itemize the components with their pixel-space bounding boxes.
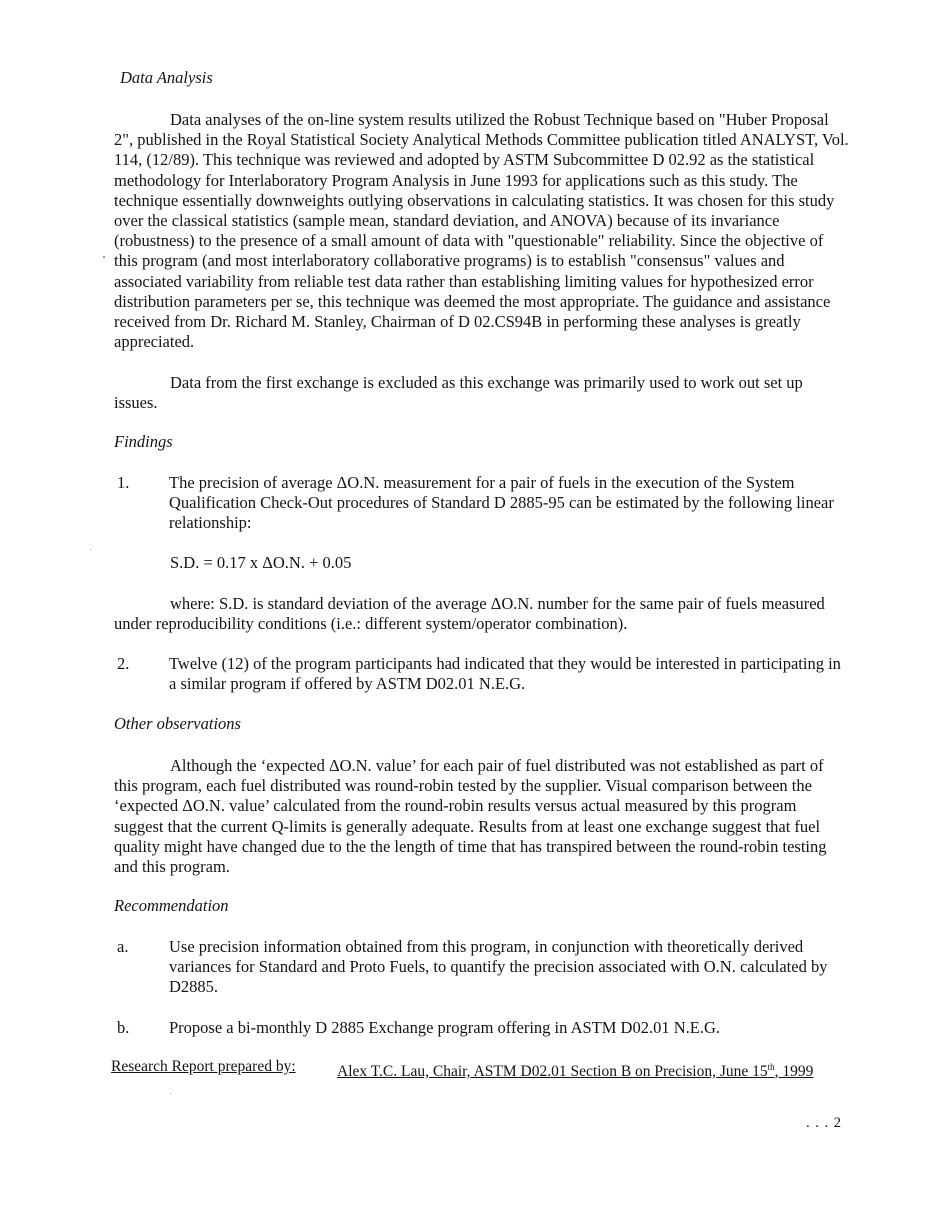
data-analysis-heading: Data Analysis — [120, 68, 213, 87]
recommendation-text: Propose a bi-monthly D 2885 Exchange program offering in ASTM D02.01 N.E.G. — [169, 1018, 720, 1037]
recommendation-label: a. — [117, 937, 129, 956]
finding-number: 1. — [117, 473, 130, 492]
recommendation-label: b. — [117, 1018, 130, 1037]
excluded-exchange-text: Data from the first exchange is excluded as this exchange was primarily used to work out set up issues. — [114, 373, 803, 413]
data-analysis-text: Data analyses of the on-line system results utilized the Robust Technique based on "Huber Proposal 2", published in the Royal Statistical Society Analytical Methods Committee publication titled ANALYST, Vol. 114, (12/89). This technique was reviewed and adopted by ASTM Subcommittee D 02.92 as the statistical methodology for Interlaboratory Program Analysis in June 1993 for applications such as this study. The technique essentially downweights outlying observations in calculating statistics. It was chosen for this study over the classical statistics (sample mean, standard deviation, and ANOVA) because of its invariance (robustness) to the presence of a small amount of data with "questionable" reliability. Since the objective of this program (and most interlaboratory collaborative programs) is to establish "consensus" values and associated variability from reliable test data rather than establishing limiting values for hypothesized error distribution parameters per se, this technique was deemed the most appropriate. The guidance and assistance received from Dr. Richard M. Stanley, Chairman of D 02.CS94B in performing these analyses is greatly appreciated. — [114, 110, 849, 352]
data-analysis-paragraph — [114, 110, 849, 352]
scan-speck — [90, 549, 91, 550]
author-text: Alex T.C. Lau, Chair, ASTM D02.01 Section B on Precision, June 15 — [337, 1063, 768, 1081]
finding-text: The precision of average ΔO.N. measurement for a pair of fuels in the execution of the System Qualification Check-Out procedures of Standard D 2885-95 can be estimated by the following linear relationship: — [169, 473, 834, 533]
recommendation-text: Use precision information obtained from this program, in conjunction with theoretically derived variances for Standard and Proto Fuels, to quantify the precision associated with O.N. calculated by D2885. — [169, 937, 828, 997]
page-continuation-marker: . . . 2 — [806, 1115, 842, 1131]
precision-formula: S.D. = 0.17 x ΔO.N. + 0.05 — [170, 553, 352, 572]
prepared-by-label: Research Report prepared by: — [111, 1058, 296, 1075]
scan-speck — [170, 1093, 171, 1094]
other-observations-paragraph — [114, 756, 849, 877]
where-text: where: S.D. is standard deviation of the average ΔO.N. number for the same pair of fuels measured under reproducibility conditions (i.e.: different system/operator combination). — [114, 594, 825, 634]
where-paragraph — [114, 594, 849, 634]
excluded-exchange-paragraph — [114, 373, 849, 413]
finding-text: Twelve (12) of the program participants had indicated that they would be interested in participating in a similar program if offered by ASTM D02.01 N.E.G. — [169, 654, 841, 694]
author-year: , 1999 — [774, 1063, 814, 1081]
recommendation-heading: Recommendation — [114, 896, 229, 915]
date-suffix: th — [767, 1062, 775, 1072]
author-line — [337, 1058, 813, 1081]
other-observations-text: Although the ‘expected ΔO.N. value’ for each pair of fuel distributed was not established as part of this program, each fuel distributed was round-robin tested by the supplier. Visual comparison between the ‘expected ΔO.N. value’ calculated from the round-robin results versus actual measured by this program suggest that the current Q-limits is generally adequate. Results from at least one exchange suggest that fuel quality might have changed due to the the length of time that has transpired between the round-robin testing and this program. — [114, 756, 827, 877]
findings-heading: Findings — [114, 432, 173, 451]
scan-speck — [103, 256, 105, 258]
other-observations-heading: Other observations — [114, 714, 241, 733]
finding-number: 2. — [117, 654, 130, 673]
